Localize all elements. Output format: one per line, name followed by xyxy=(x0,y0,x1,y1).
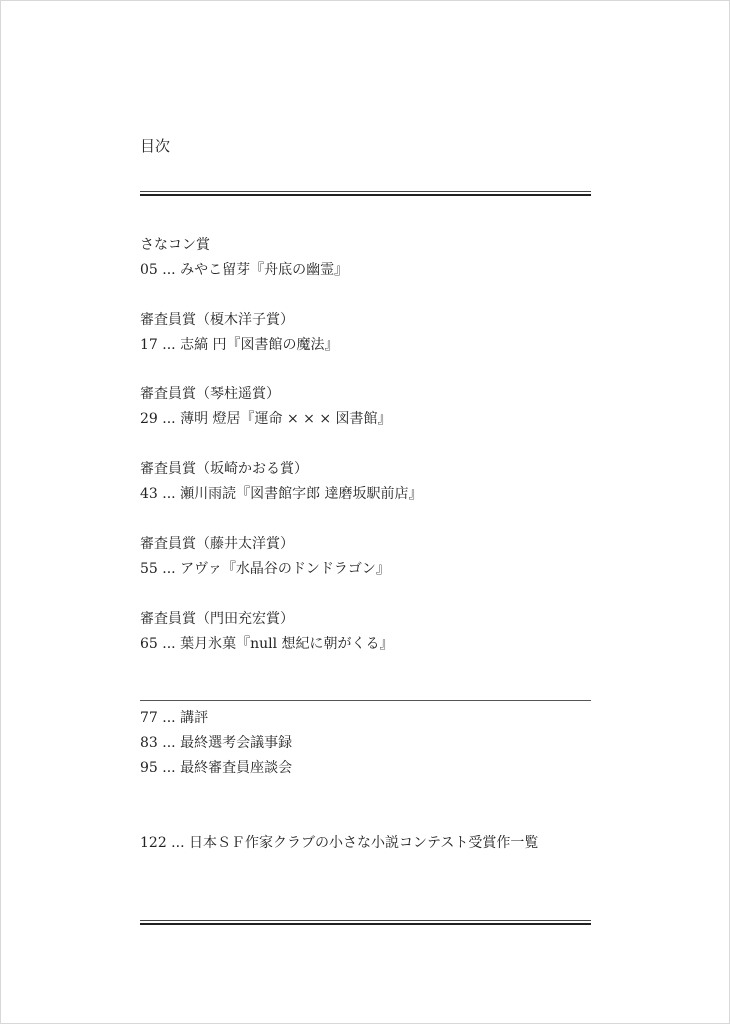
toc-entry: 17 ... 志縞 円『図書館の魔法』 xyxy=(140,337,339,353)
toc-title: 目次 xyxy=(140,137,171,155)
award-heading: さなコン賞 xyxy=(140,237,210,253)
toc-entry-roundtable: 95 ... 最終審査員座談会 xyxy=(140,760,293,776)
award-heading: 審査員賞（琴柱遥賞） xyxy=(140,386,280,402)
toc-entry-minutes: 83 ... 最終選考会議事録 xyxy=(140,735,293,751)
bottom-double-rule xyxy=(140,920,591,925)
award-heading: 審査員賞（榎木洋子賞） xyxy=(140,312,294,328)
toc-entry-appendix: 122 ... 日本ＳＦ作家クラブの小さな小説コンテスト受賞作一覧 xyxy=(140,835,539,851)
toc-entry: 29 ... 薄明 燈居『運命 × × × 図書館』 xyxy=(140,411,392,427)
toc-entry-commentary: 77 ... 講評 xyxy=(140,710,209,726)
section-divider xyxy=(140,700,591,701)
toc-entry: 65 ... 葉月氷菓『null 想紀に朝がくる』 xyxy=(140,636,394,652)
toc-entry: 43 ... 瀬川雨読『図書館字郎 達磨坂駅前店』 xyxy=(140,486,423,502)
award-heading: 審査員賞（門田充宏賞） xyxy=(140,611,294,627)
top-double-rule xyxy=(140,191,591,196)
award-heading: 審査員賞（坂崎かおる賞） xyxy=(140,461,308,477)
toc-entry: 05 ... みやこ留芽『舟底の幽霊』 xyxy=(140,262,349,278)
toc-entry: 55 ... アヴァ『水晶谷のドンドラゴン』 xyxy=(140,561,390,577)
award-heading: 審査員賞（藤井太洋賞） xyxy=(140,536,294,552)
